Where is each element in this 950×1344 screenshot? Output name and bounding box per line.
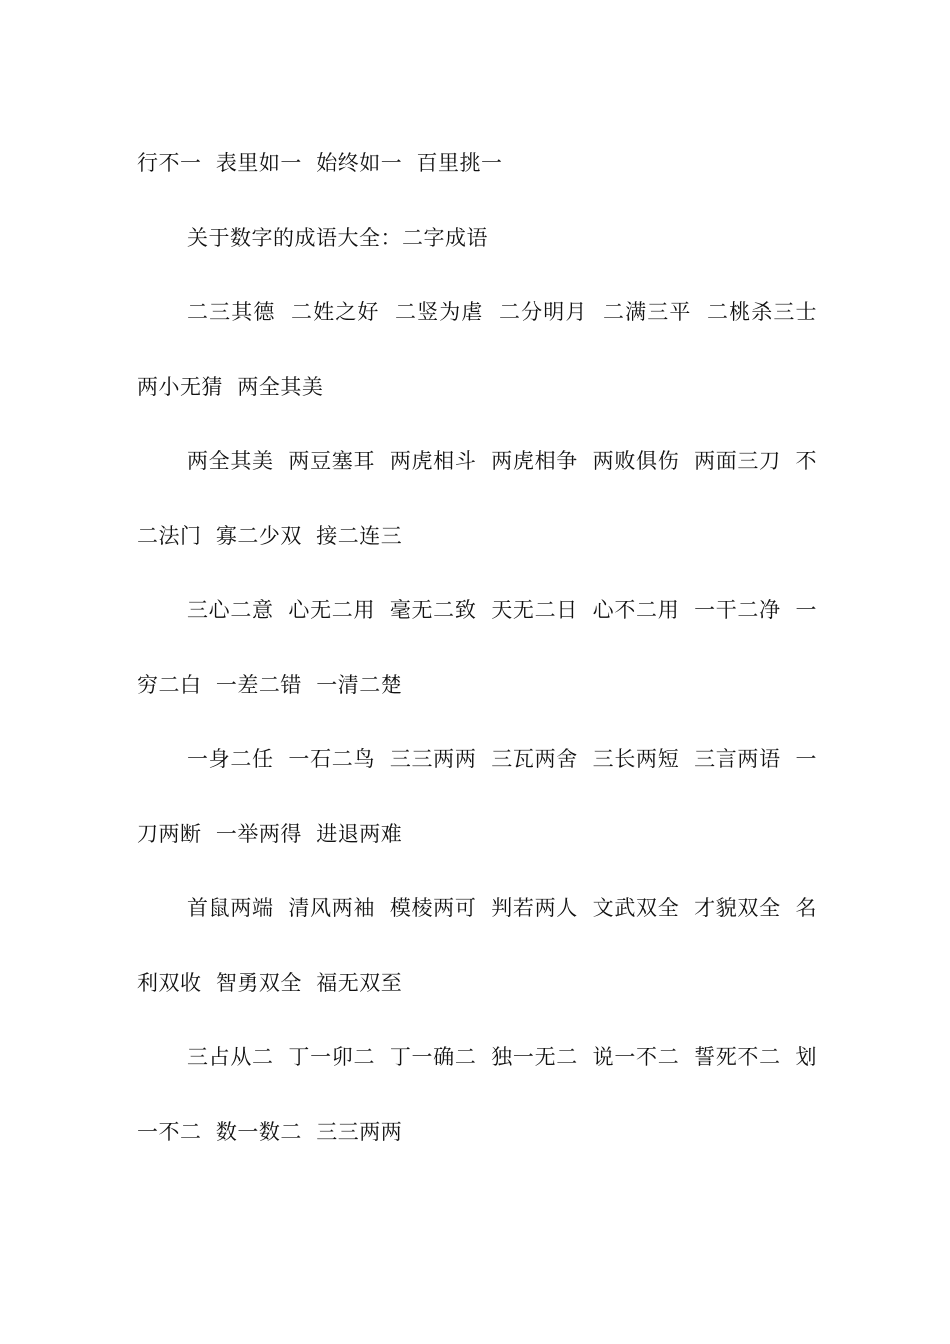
paragraph-3: 二三其德 二姓之好 二竖为虐 二分明月 二满三平 二桃杀三士 两小无猜 两全其美 <box>137 300 832 399</box>
paragraph-8: 三占从二 丁一卯二 丁一确二 独一无二 说一不二 誓死不二 划一不二 数一数二 三三两两 <box>137 1045 817 1144</box>
paragraph-1: 行不一 表里如一 始终如一 百里挑一 <box>137 151 503 175</box>
paragraph-6: 一身二任 一石二鸟 三三两两 三瓦两舍 三长两短 三言两语 一刀两断 一举两得 进退两难 <box>137 747 817 846</box>
paragraph-5: 三心二意 心无二用 毫无二致 天无二日 心不二用 一干二净 一穷二白 一差二错 一清二楚 <box>137 598 817 697</box>
paragraph-2: 关于数字的成语大全：二字成语 <box>187 225 488 250</box>
paragraph-7: 首鼠两端 清风两袖 模棱两可 判若两人 文武双全 才貌双全 名利双收 智勇双全 福无双至 <box>137 896 817 995</box>
document-body <box>137 126 832 1169</box>
paragraph-4: 两全其美 两豆塞耳 两虎相斗 两虎相争 两败俱伤 两面三刀 不二法门 寡二少双 接二连三 <box>137 449 817 548</box>
